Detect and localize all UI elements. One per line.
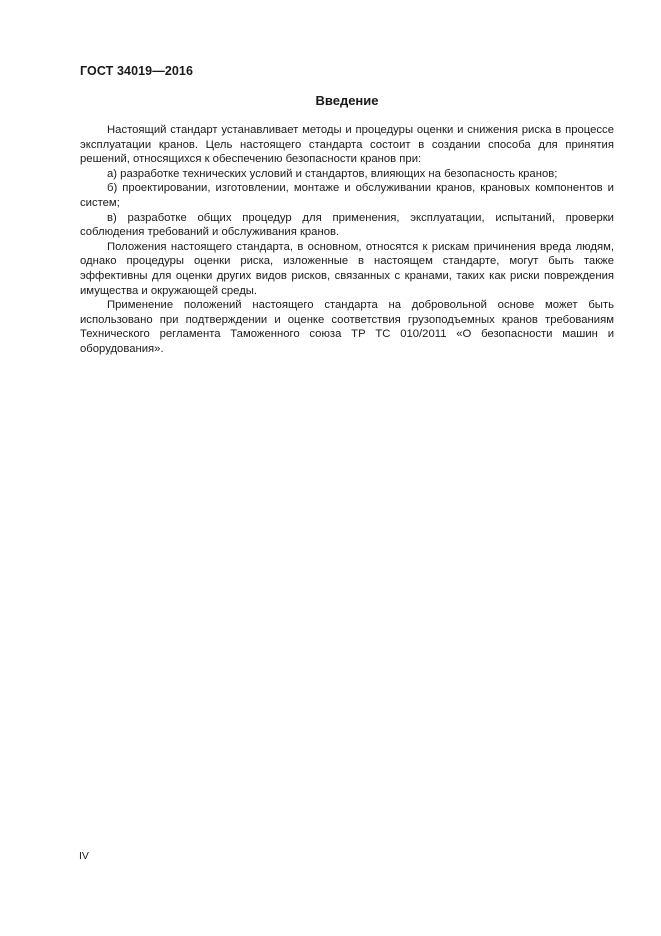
section-title: Введение <box>315 93 379 108</box>
paragraph-scope: Положения настоящего стандарта, в основном, относятся к рискам причинения вреда людям, однако процедуры оценки риска, изложенные в настоящем стандарте, могут быть также эффективны для оценки других видов рисков, связанных с кранами, таких как риски повреждения имущества и окружающей среды. <box>80 240 614 297</box>
section-body <box>80 123 614 357</box>
list-item-a: а) разработке технических условий и стандартов, влияющих на безопасность кранов; <box>107 167 558 180</box>
paragraph-application: Применение положений настоящего стандарта на добровольной основе может быть использовано при подтверждении и оценке соответствия грузоподъемных кранов требованиям Технического регламента Таможенного союза ТР ТС 010/2011 «О безопасности машин и оборудования». <box>80 299 614 355</box>
page-number: IV <box>79 850 89 862</box>
document-code: ГОСТ 34019—2016 <box>80 64 194 78</box>
paragraph-intro: Настоящий стандарт устанавливает методы и процедуры оценки и снижения риска в процессе эксплуатации кранов. Цель настоящего стандарта состоит в создании способа для принятия решений, относящихся к обеспечению безопасности кранов при: <box>80 124 614 166</box>
list-item-c: в) разработке общих процедур для применения, эксплуатации, испытаний, проверки соблюдения требований и обслуживания кранов. <box>80 211 614 239</box>
list-item-b: б) проектировании, изготовлении, монтаже и обслуживании кранов, крановых компонентов и систем; <box>80 182 614 209</box>
